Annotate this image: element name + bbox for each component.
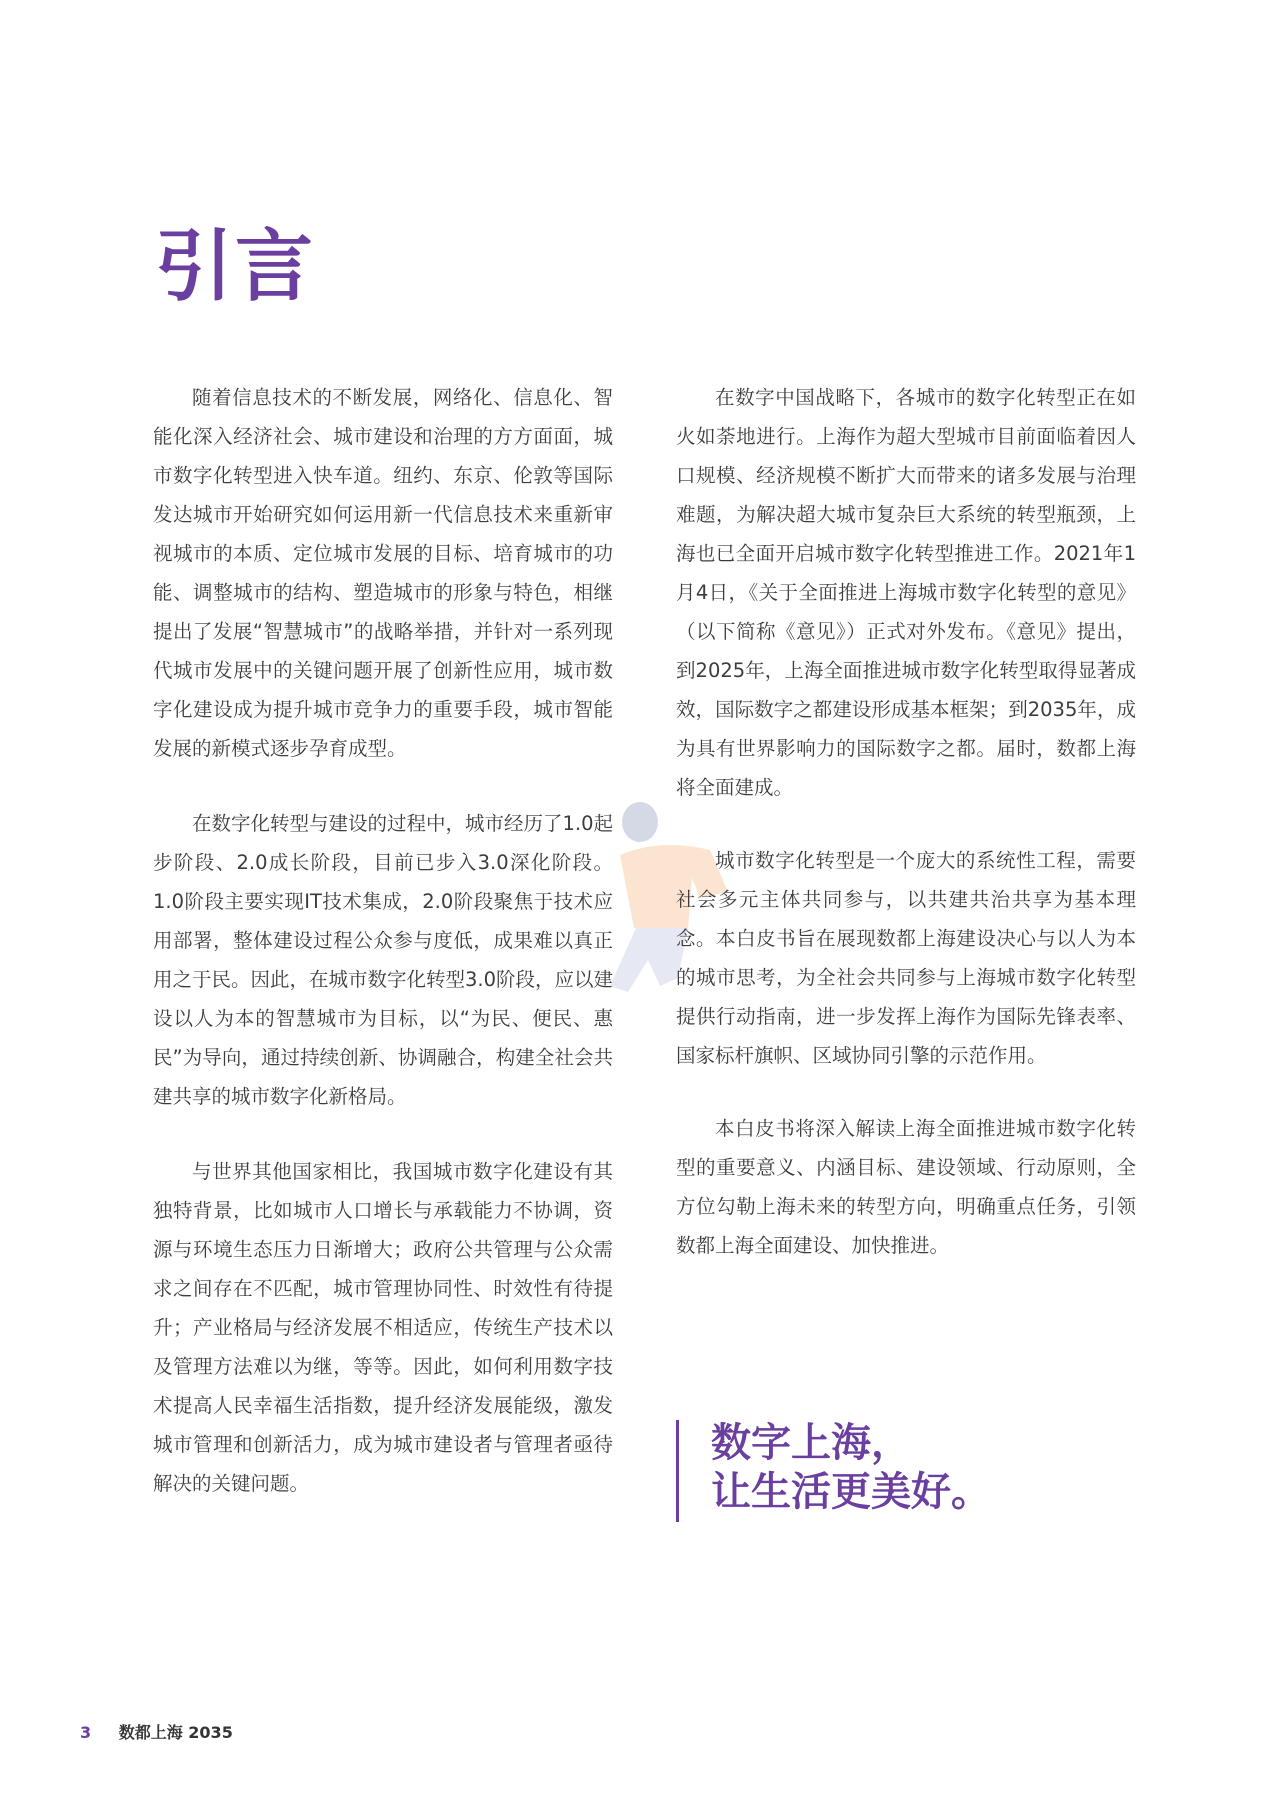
left-column xyxy=(153,378,613,1539)
paragraph-intro-2: 在数字化转型与建设的过程中，城市经历了1.0起步阶段、2.0成长阶段，目前已步入3.0深化阶段。1.0阶段主要实现IT技术集成，2.0阶段聚焦于技术应用部署，整体建设过程公众参与度低，成果难以真正用之于民。因此，在城市数字化转型3.0阶段，应以建设以人为本的智慧城市为目标，以“为民、便民、惠民”为导向，通过持续创新、协调融合，构建全社会共建共享的城市数字化新格局。 xyxy=(153,812,614,1108)
pull-quote xyxy=(676,1420,991,1522)
paragraph-intro-4: 在数字中国战略下，各城市的数字化转型正在如火如荼地进行。上海作为超大型城市目前面临着因人口规模、经济规模不断扩大而带来的诸多发展与治理难题，为解决超大城市复杂巨大系统的转型瓶颈，上海也已全面开启城市数字化转型推进工作。2021年1月4日，《关于全面推进上海城市数字化转型的意见》（以下简称《意见》）正式对外发布。《意见》提出，到2025年，上海全面推进城市数字化转型取得显著成效，国际数字之都建设形成基本框架；到2035年，成为具有世界影响力的国际数字之都。届时，数都上海将全面建成。 xyxy=(676,386,1136,799)
page-footer xyxy=(80,1720,233,1743)
page-title: 引言 xyxy=(155,222,316,312)
pull-quote-line-1: 数字上海， xyxy=(711,1420,911,1466)
publication-title: 数都上海 2035 xyxy=(118,1723,233,1742)
paragraph-intro-3: 与世界其他国家相比，我国城市数字化建设有其独特背景，比如城市人口增长与承载能力不协调，资源与环境生态压力日渐增大；政府公共管理与公众需求之间存在不匹配，城市管理协同性、时效性有待提升；产业格局与经济发展不相适应，传统生产技术以及管理方法难以为继，等等。因此，如何利用数字技术提高人民幸福生活指数，提升经济发展能级，激发城市管理和创新活力，成为城市建设者与管理者亟待解决的关键问题。 xyxy=(153,1160,613,1495)
paragraph-intro-5: 城市数字化转型是一个庞大的系统性工程，需要社会多元主体共同参与，以共建共治共享为基本理念。本白皮书旨在展现数都上海建设决心与以人为本的城市思考，为全社会共同参与上海城市数字化转型提供行动指南，进一步发挥上海作为国际先锋表率、国家标杆旗帜、区域协同引擎的示范作用。 xyxy=(676,849,1136,1067)
page-number: 3 xyxy=(80,1723,92,1742)
pull-quote-line-2: 让生活更美好。 xyxy=(711,1469,991,1515)
paragraph-intro-6: 本白皮书将深入解读上海全面推进城市数字化转型的重要意义、内涵目标、建设领域、行动原则，全方位勾勒上海未来的转型方向，明确重点任务，引领数都上海全面建设、加快推进。 xyxy=(676,1117,1136,1257)
illustration-head xyxy=(622,802,658,842)
right-column xyxy=(676,378,1136,1299)
paragraph-intro-1: 随着信息技术的不断发展，网络化、信息化、智能化深入经济社会、城市建设和治理的方方面面，城市数字化转型进入快车道。纽约、东京、伦敦等国际发达城市开始研究如何运用新一代信息技术来重新审视城市的本质、定位城市发展的目标、培育城市的功能、调整城市的结构、塑造城市的形象与特色，相继提出了发展“智慧城市”的战略举措，并针对一系列现代城市发展中的关键问题开展了创新性应用，城市数字化建设成为提升城市竞争力的重要手段，城市智能发展的新模式逐步孕育成型。 xyxy=(153,386,613,760)
